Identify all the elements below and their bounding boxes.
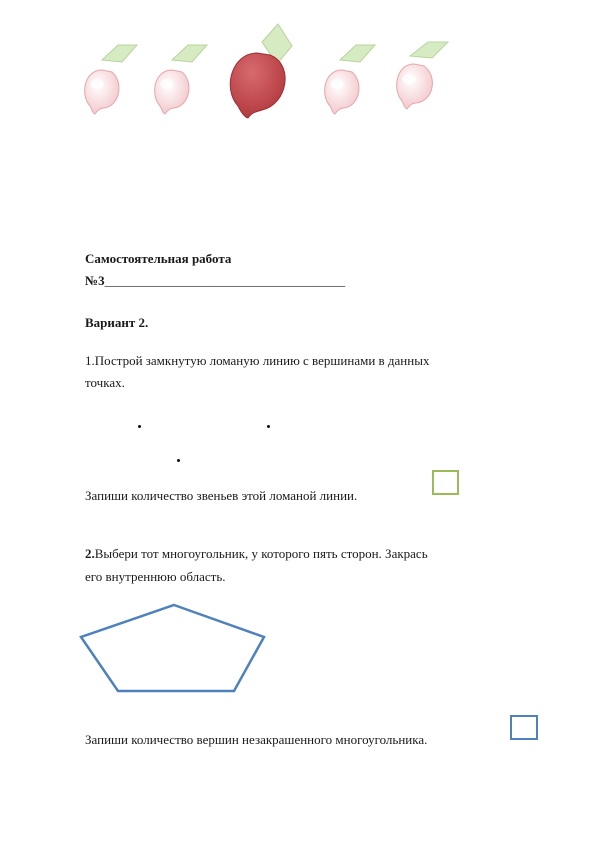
task2-text-line1 [85,543,428,565]
radish-3 [230,24,292,118]
task1-answer-prompt: Запиши количество звеньев этой ломаной линии. [85,488,358,503]
number-underline: _____________________________________ [104,273,346,288]
worksheet-number [85,270,345,292]
worksheet-title: Самостоятельная работа [85,251,232,266]
pentagon-shape[interactable] [0,595,300,705]
variant-label: Вариант 2. [85,315,149,330]
radish-4 [325,45,375,114]
number-label: №3 [85,273,105,288]
task1-answer-box[interactable] [432,470,459,495]
task2-number: 2. [85,546,95,561]
radish-1 [85,45,137,114]
task2-answer-prompt: Запиши количество вершин незакрашенного многоугольника. [85,732,428,747]
task2-text-line1-body: Выбери тот многоугольник, у которого пять сторон. Закрась [94,546,428,561]
vertex-point-1 [138,425,141,428]
radish-2 [155,45,207,114]
task1-text-line2: точках. [85,375,125,390]
task2-answer-box[interactable] [510,715,538,740]
radish-decoration [0,0,595,130]
radish-5 [397,42,448,109]
vertex-point-3 [177,459,180,462]
task2-text-line2: его внутреннюю область. [85,569,226,584]
task1-text-line1: 1.Построй замкнутую ломаную линию с вершинами в данных [85,353,430,368]
vertex-point-2 [267,425,270,428]
